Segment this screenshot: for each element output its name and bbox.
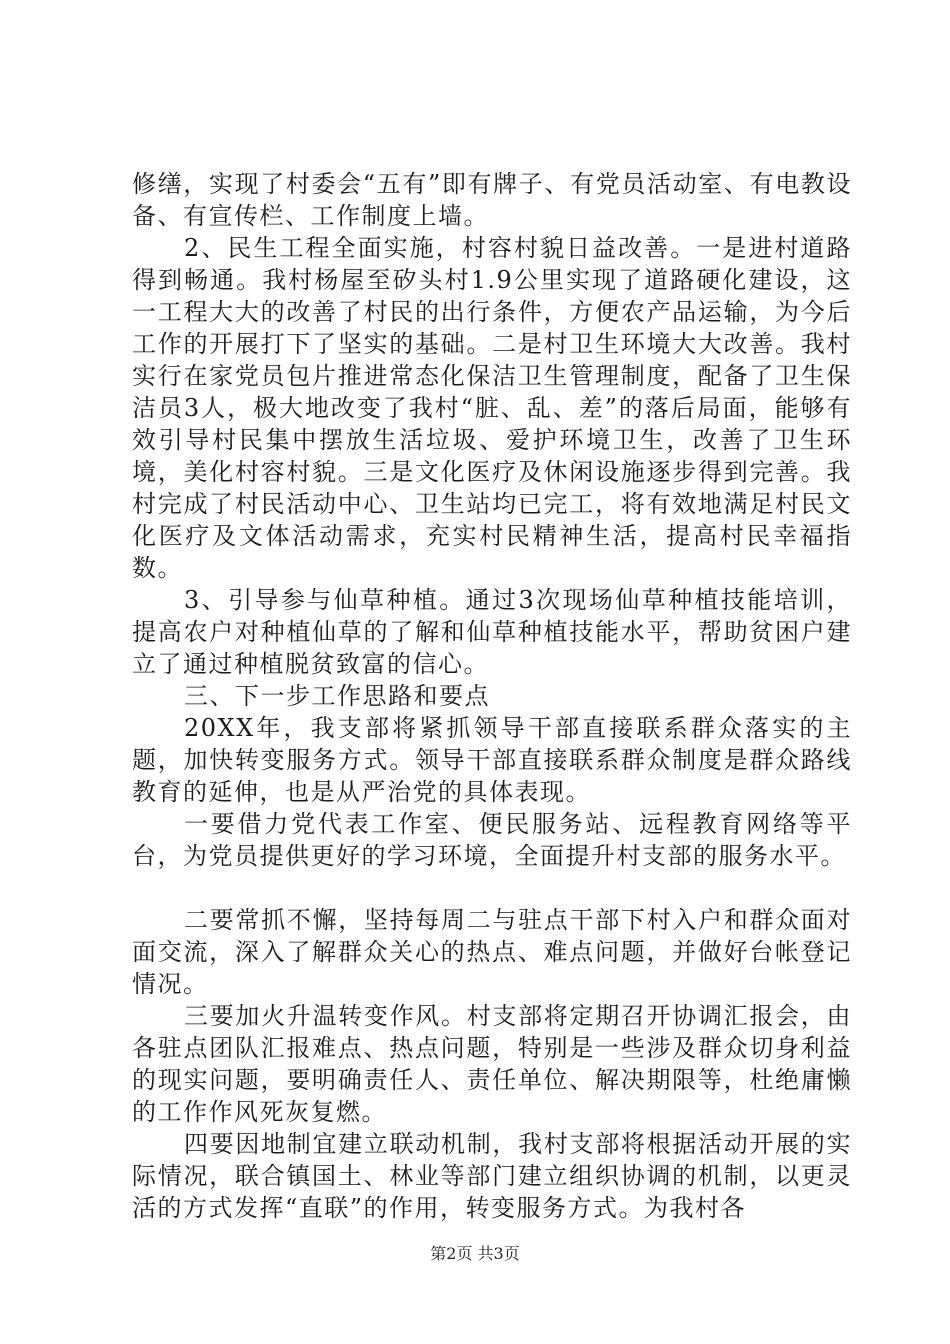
paragraph-continuation: 修缮，实现了村委会“五有”即有牌子、有党员活动室、有电教设备、有宣传栏、工作制度上墙。: [132, 170, 852, 230]
paragraph-annual-plan: 20XX年，我支部将紧抓领导干部直接联系群众落实的主题，加快转变服务方式。领导干部直接联系群众制度是群众路线教育的延伸，也是从严治党的具体表现。: [132, 714, 852, 806]
paragraph-point-two: 二要常抓不懈，坚持每周二与驻点干部下村入户和群众面对面交流，深入了解群众关心的热点、难点问题，并做好台帐登记情况。: [132, 906, 852, 998]
blank-line: [132, 872, 852, 904]
paragraph-point-four: 四要因地制宜建立联动机制，我村支部将根据活动开展的实际情况，联合镇国土、林业等部门建立组织协调的机制，以更灵活的方式发挥“直联”的作用，转变服务方式。为我村各: [132, 1130, 852, 1222]
paragraph-livelihood-project: 2、民生工程全面实施，村容村貌日益改善。一是进村道路得到畅通。我村杨屋至矽头村1.9公里实现了道路硬化建设，这一工程大大的改善了村民的出行条件，方便农产品运输，为今后工作的开展打下了坚实的基础。二是村卫生环境大大改善。我村实行在家党员包片推进常态化保洁卫生管理制度，配备了卫生保洁员3人，极大地改变了我村“脏、乱、差”的落后局面，能够有效引导村民集中摆放生活垃圾、爱护环境卫生，改善了卫生环境，美化村容村貌。三是文化医疗及休闲设施逐步得到完善。我村完成了村民活动中心、卫生站均已完工，将有效地满足村民文化医疗及文体活动需求，充实村民精神生活，提高村民幸福指数。: [132, 234, 852, 582]
document-body: [132, 168, 852, 1224]
paragraph-point-one: 一要借力党代表工作室、便民服务站、远程教育网络等平台，为党员提供更好的学习环境，全面提升村支部的服务水平。: [132, 810, 852, 870]
section-heading-next-steps: 三、下一步工作思路和要点: [184, 682, 490, 710]
paragraph-herb-planting: 3、引导参与仙草种植。通过3次现场仙草种植技能培训，提高农户对种植仙草的了解和仙草种植技能水平，帮助贫困户建立了通过种植脱贫致富的信心。: [132, 586, 852, 678]
page-number-footer: 第2页 共3页: [430, 1244, 520, 1263]
paragraph-point-three: 三要加火升温转变作风。村支部将定期召开协调汇报会，由各驻点团队汇报难点、热点问题，特别是一些涉及群众切身利益的现实问题，要明确责任人、责任单位、解决期限等，杜绝庸懒的工作作风死灰复燃。: [132, 1002, 852, 1126]
